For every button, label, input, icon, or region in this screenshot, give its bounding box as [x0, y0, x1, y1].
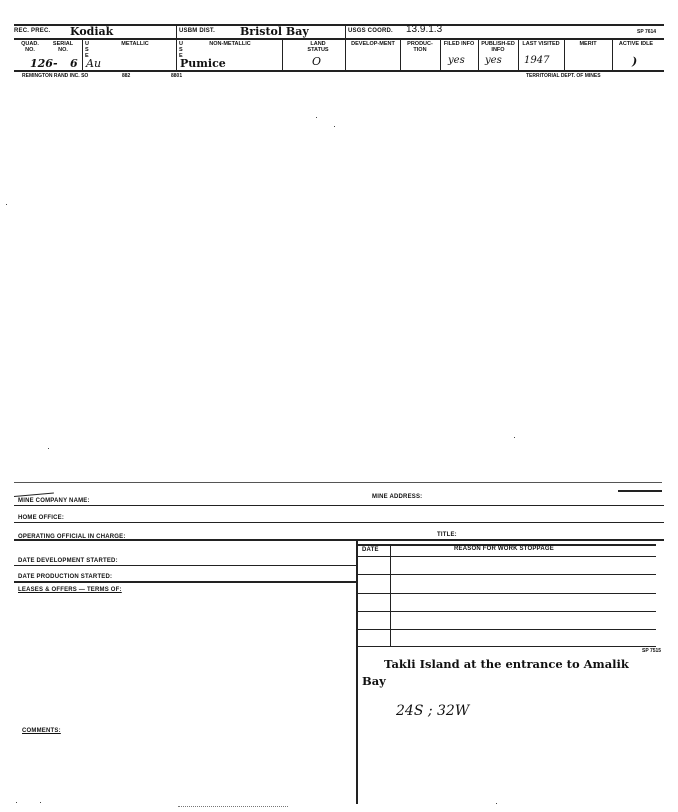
- non-metallic-value: Pumice: [180, 57, 226, 70]
- operating-official-label: OPERATING OFFICIAL IN CHARGE:: [18, 534, 126, 540]
- quad-no-header: QUAD. NO.: [21, 41, 39, 53]
- title-label: TITLE:: [437, 532, 457, 538]
- last-visited-value: 1947: [524, 55, 550, 66]
- location-text-line-2: Bay: [362, 674, 386, 688]
- metallic-value: Au: [86, 57, 102, 70]
- reason-column-header: REASON FOR WORK STOPPAGE: [454, 546, 554, 552]
- usgs-coord-label: USGS COORD.: [348, 28, 393, 34]
- last-visited-header: LAST VISITED: [522, 41, 560, 47]
- comments-label: COMMENTS:: [22, 728, 61, 734]
- published-info-value: yes: [485, 55, 502, 66]
- date-development-label: DATE DEVELOPMENT STARTED:: [18, 558, 118, 564]
- rec-prec-label: REC. PREC.: [14, 28, 51, 34]
- usgs-coord-value: 13.9.1.3: [406, 24, 443, 35]
- active-idle-value: ): [632, 55, 638, 68]
- serial-no-value: 6: [70, 57, 78, 70]
- active-idle-header: ACTIVE IDLE: [618, 41, 654, 47]
- usbm-dist-label: USBM DIST.: [179, 28, 216, 34]
- home-office-label: HOME OFFICE:: [18, 515, 65, 521]
- use-metallic-header: U S E: [85, 41, 89, 59]
- top-footer-code-2: 8801: [171, 73, 183, 79]
- land-status-value: O: [312, 55, 322, 68]
- published-info-header: PUBLISH-ED INFO: [481, 41, 515, 53]
- metallic-header: METALLIC: [121, 41, 149, 47]
- top-footer-code-1: 882: [122, 73, 131, 79]
- land-status-header: LAND STATUS: [307, 41, 329, 53]
- leases-label: LEASES & OFFERS — TERMS OF:: [18, 587, 122, 593]
- use-nonmetallic-header: U S E: [179, 41, 183, 59]
- filed-info-header: FILED INFO: [443, 41, 475, 47]
- merit-header: MERIT: [579, 41, 597, 47]
- coordinates-handwritten: 24S ; 32W: [396, 703, 470, 719]
- top-footer-left: REMINGTON RAND INC. SO: [22, 73, 89, 79]
- date-production-label: DATE PRODUCTION STARTED:: [18, 574, 113, 580]
- quad-no-value: 126-: [30, 57, 58, 70]
- filed-info-value: yes: [448, 55, 465, 66]
- mine-company-name-label: MINE COMPANY NAME:: [18, 498, 90, 504]
- serial-no-header: SERIAL NO.: [52, 41, 74, 53]
- non-metallic-header: NON-METALLIC: [209, 41, 251, 47]
- development-header: DEVELOP-MENT: [351, 41, 395, 47]
- top-form-number: SP 7614: [637, 29, 657, 35]
- usbm-dist-value: Bristol Bay: [240, 25, 309, 38]
- bottom-form-number: SP 7515: [642, 648, 662, 654]
- date-column-header: DATE: [362, 547, 379, 553]
- rec-prec-value: Kodiak: [70, 25, 114, 38]
- top-footer-right: TERRITORIAL DEPT. OF MINES: [526, 73, 601, 79]
- mine-address-label: MINE ADDRESS:: [372, 494, 423, 500]
- production-header: PRODUC-TION: [407, 41, 433, 53]
- bottom-smudge: [178, 806, 288, 807]
- location-text-line-1: Takli Island at the entrance to Amalik: [384, 657, 629, 671]
